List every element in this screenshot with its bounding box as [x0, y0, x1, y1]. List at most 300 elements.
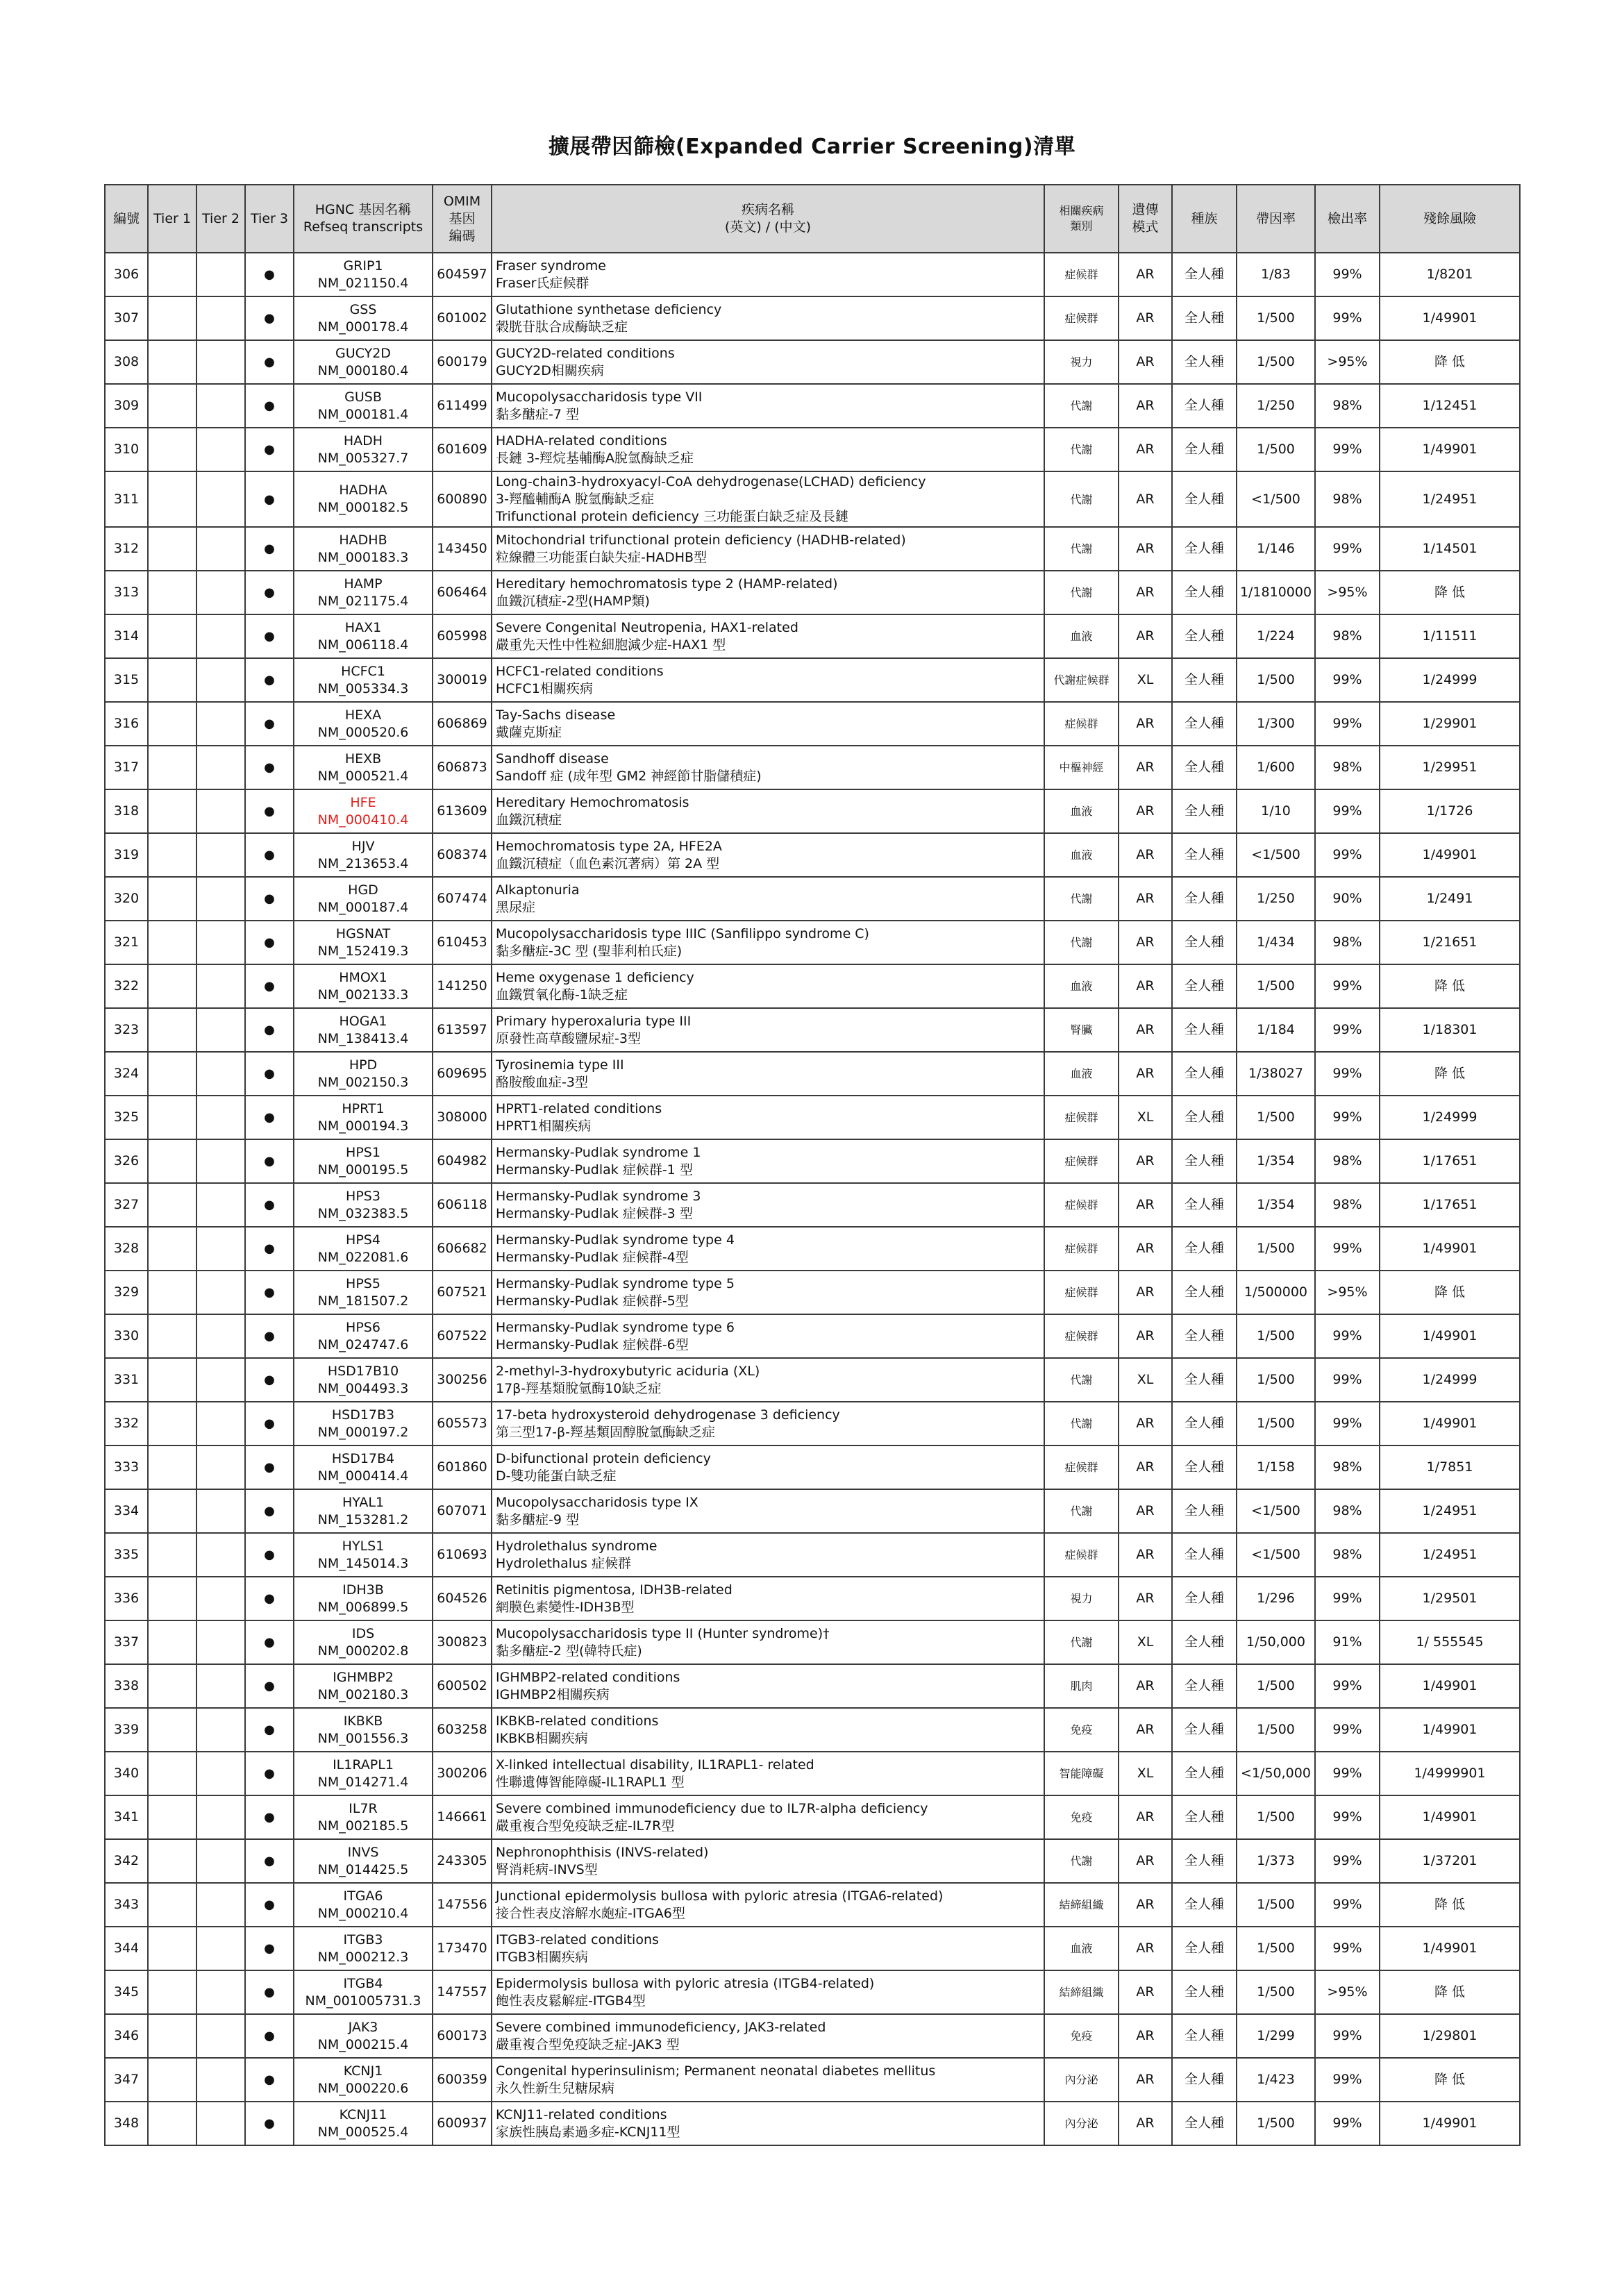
- cell-detection-rate: 98%: [1315, 1183, 1380, 1227]
- table-row: [105, 527, 1520, 571]
- table-row: [105, 1358, 1520, 1402]
- cell-no: 320: [105, 877, 148, 921]
- cell-inheritance: AR: [1119, 877, 1172, 921]
- table-row: [105, 1446, 1520, 1489]
- gene-symbol: HSD17B3: [331, 1407, 395, 1423]
- cell-gene: [294, 789, 433, 833]
- gene-symbol: IKBKB: [343, 1713, 383, 1729]
- cell-no: 336: [105, 1577, 148, 1620]
- cell-disease: [492, 1708, 1044, 1752]
- disease-name-line: IGHMBP2-related conditions: [496, 1669, 680, 1685]
- table-row: [105, 1533, 1520, 1577]
- cell-detection-rate: 99%: [1315, 527, 1380, 571]
- disease-name-line: Hemochromatosis type 2A, HFE2A: [496, 838, 722, 854]
- cell-gene: [294, 1620, 433, 1664]
- table-row: [105, 658, 1520, 702]
- transcript-id: NM_000178.4: [317, 319, 409, 335]
- cell-omim: 147556: [433, 1883, 492, 1927]
- cell-disease: [492, 877, 1044, 921]
- cell-category: 症候群: [1044, 1227, 1119, 1271]
- cell-tier1: [148, 2102, 196, 2145]
- cell-ethnicity: 全人種: [1172, 1577, 1237, 1620]
- cell-detection-rate: 98%: [1315, 1533, 1380, 1577]
- cell-detection-rate: 99%: [1315, 1227, 1380, 1271]
- cell-tier1: [148, 702, 196, 746]
- table-row: [105, 253, 1520, 296]
- disease-name-line: Mucopolysaccharidosis type VII: [496, 389, 703, 405]
- gene-symbol: HEXA: [344, 707, 382, 723]
- cell-residual-risk: 降 低: [1380, 2058, 1520, 2102]
- cell-tier3: ●: [245, 1008, 294, 1052]
- disease-name-line: 第三型17-β-羥基類固醇脫氫酶缺乏症: [496, 1424, 716, 1440]
- table-row: [105, 1402, 1520, 1446]
- cell-disease: [492, 833, 1044, 877]
- cell-disease: [492, 1664, 1044, 1708]
- disease-name-line: Trifunctional protein deficiency 三功能蛋白缺乏症及長鏈: [496, 508, 848, 524]
- cell-tier1: [148, 1402, 196, 1446]
- gene-symbol: HFE: [350, 794, 376, 810]
- cell-disease: [492, 384, 1044, 428]
- cell-omim: 605998: [433, 614, 492, 658]
- disease-name-line: 接合性表皮溶解水皰症-ITGA6型: [496, 1905, 685, 1921]
- disease-name-line: HPRT1-related conditions: [496, 1100, 662, 1116]
- cell-tier2: [196, 296, 245, 340]
- cell-tier1: [148, 1052, 196, 1096]
- cell-no: 325: [105, 1096, 148, 1139]
- cell-disease: [492, 296, 1044, 340]
- cell-tier1: [148, 1139, 196, 1183]
- disease-name-line: 酪胺酸血症-3型: [496, 1074, 588, 1090]
- cell-inheritance: XL: [1119, 1096, 1172, 1139]
- cell-category: 血液: [1044, 833, 1119, 877]
- cell-tier3: ●: [245, 1446, 294, 1489]
- cell-gene: [294, 571, 433, 614]
- cell-disease: [492, 428, 1044, 471]
- transcript-id: NM_000202.8: [317, 1643, 409, 1659]
- gene-symbol: IGHMBP2: [333, 1669, 394, 1685]
- cell-carrier-rate: 1/500: [1237, 1402, 1315, 1446]
- cell-carrier-rate: 1/1810000: [1237, 571, 1315, 614]
- cell-tier1: [148, 833, 196, 877]
- transcript-id: NM_000210.4: [317, 1905, 409, 1921]
- transcript-id: NM_000183.3: [317, 549, 409, 565]
- transcript-id: NM_002150.3: [317, 1074, 409, 1090]
- disease-name-line: GUCY2D相關疾病: [496, 362, 604, 378]
- cell-carrier-rate: 1/250: [1237, 877, 1315, 921]
- cell-tier3: ●: [245, 1839, 294, 1883]
- disease-name-line: Mucopolysaccharidosis type IIIC (Sanfilippo syndrome C): [496, 925, 869, 941]
- disease-name-line: Hydrolethalus 症候群: [496, 1555, 631, 1571]
- cell-tier1: [148, 1489, 196, 1533]
- cell-disease: [492, 614, 1044, 658]
- cell-no: 332: [105, 1402, 148, 1446]
- disease-name-line: Retinitis pigmentosa, IDH3B-related: [496, 1582, 733, 1598]
- col-header-category: 相關疾病 類別: [1044, 185, 1119, 253]
- cell-tier2: [196, 1620, 245, 1664]
- table-row: [105, 384, 1520, 428]
- cell-disease: [492, 1752, 1044, 1795]
- cell-detection-rate: 99%: [1315, 1752, 1380, 1795]
- cell-disease: [492, 1577, 1044, 1620]
- cell-no: 324: [105, 1052, 148, 1096]
- cell-gene: [294, 340, 433, 384]
- cell-inheritance: AR: [1119, 296, 1172, 340]
- cell-inheritance: AR: [1119, 789, 1172, 833]
- cell-tier3: ●: [245, 1883, 294, 1927]
- table-header-row: [105, 185, 1520, 253]
- disease-name-line: Hydrolethalus syndrome: [496, 1538, 658, 1554]
- cell-inheritance: AR: [1119, 1489, 1172, 1533]
- cell-gene: [294, 527, 433, 571]
- cell-ethnicity: 全人種: [1172, 1927, 1237, 1970]
- disease-name-line: 17β-羥基類脫氫酶10缺乏症: [496, 1380, 662, 1396]
- cell-tier1: [148, 1096, 196, 1139]
- disease-name-line: Severe combined immunodeficiency due to IL7R-alpha deficiency: [496, 1800, 928, 1816]
- transcript-id: NM_002180.3: [317, 1686, 409, 1702]
- cell-inheritance: AR: [1119, 384, 1172, 428]
- cell-carrier-rate: 1/500: [1237, 658, 1315, 702]
- cell-category: 血液: [1044, 1927, 1119, 1970]
- cell-residual-risk: 1/11511: [1380, 614, 1520, 658]
- cell-tier3: ●: [245, 2102, 294, 2145]
- gene-symbol: ITGA6: [343, 1888, 383, 1904]
- gene-symbol: HYLS1: [342, 1538, 385, 1554]
- cell-gene: [294, 1096, 433, 1139]
- cell-tier3: ●: [245, 702, 294, 746]
- table-row: [105, 1839, 1520, 1883]
- cell-detection-rate: 99%: [1315, 964, 1380, 1008]
- cell-carrier-rate: 1/500: [1237, 1358, 1315, 1402]
- cell-disease: [492, 702, 1044, 746]
- disease-name-line: IKBKB相關疾病: [496, 1730, 588, 1746]
- cell-inheritance: AR: [1119, 428, 1172, 471]
- table-row: [105, 1620, 1520, 1664]
- disease-name-line: Junctional epidermolysis bullosa with pyloric atresia (ITGA6-related): [496, 1888, 944, 1904]
- cell-detection-rate: 99%: [1315, 253, 1380, 296]
- cell-no: 312: [105, 527, 148, 571]
- cell-residual-risk: 降 低: [1380, 340, 1520, 384]
- gene-symbol: JAK3: [348, 2019, 378, 2035]
- disease-name-line: 永久性新生兒糖尿病: [496, 2080, 615, 2096]
- cell-carrier-rate: 1/296: [1237, 1577, 1315, 1620]
- cell-carrier-rate: 1/50,000: [1237, 1620, 1315, 1664]
- cell-inheritance: AR: [1119, 2102, 1172, 2145]
- cell-category: 代謝: [1044, 1402, 1119, 1446]
- col-header-carrier-rate: 帶因率: [1237, 185, 1315, 253]
- disease-name-line: 血鐵沉積症（血色素沉著病）第 2A 型: [496, 855, 720, 871]
- cell-residual-risk: 1/24999: [1380, 1096, 1520, 1139]
- cell-detection-rate: 99%: [1315, 1096, 1380, 1139]
- cell-detection-rate: 99%: [1315, 2014, 1380, 2058]
- table-row: [105, 340, 1520, 384]
- cell-tier2: [196, 1358, 245, 1402]
- cell-inheritance: AR: [1119, 1708, 1172, 1752]
- cell-detection-rate: 90%: [1315, 877, 1380, 921]
- cell-tier3: ●: [245, 1402, 294, 1446]
- cell-tier1: [148, 921, 196, 964]
- cell-omim: 601860: [433, 1446, 492, 1489]
- cell-residual-risk: 1/49901: [1380, 1795, 1520, 1839]
- cell-tier3: ●: [245, 1927, 294, 1970]
- table-row: [105, 702, 1520, 746]
- disease-name-line: Hermansky-Pudlak 症候群-4型: [496, 1249, 689, 1265]
- disease-name-line: Hermansky-Pudlak syndrome type 6: [496, 1319, 735, 1335]
- cell-tier1: [148, 2014, 196, 2058]
- table-row: [105, 789, 1520, 833]
- gene-symbol: HGSNAT: [335, 925, 391, 941]
- cell-residual-risk: 1/24999: [1380, 1358, 1520, 1402]
- cell-no: 326: [105, 1139, 148, 1183]
- gene-symbol: HMOX1: [339, 969, 387, 985]
- cell-inheritance: AR: [1119, 1227, 1172, 1271]
- transcript-id: NM_213653.4: [317, 855, 409, 871]
- cell-inheritance: AR: [1119, 1052, 1172, 1096]
- transcript-id: NM_000197.2: [317, 1424, 409, 1440]
- cell-omim: 610693: [433, 1533, 492, 1577]
- cell-no: 328: [105, 1227, 148, 1271]
- cell-category: 血液: [1044, 614, 1119, 658]
- table-row: [105, 471, 1520, 527]
- gene-symbol: IL7R: [349, 1800, 378, 1816]
- cell-carrier-rate: 1/500: [1237, 2102, 1315, 2145]
- cell-no: 330: [105, 1314, 148, 1358]
- cell-inheritance: AR: [1119, 1577, 1172, 1620]
- cell-tier2: [196, 2014, 245, 2058]
- disease-name-line: Severe Congenital Neutropenia, HAX1-related: [496, 619, 798, 635]
- cell-tier2: [196, 428, 245, 471]
- cell-gene: [294, 833, 433, 877]
- cell-tier2: [196, 1839, 245, 1883]
- disease-name-line: Alkaptonuria: [496, 882, 580, 898]
- cell-ethnicity: 全人種: [1172, 384, 1237, 428]
- cell-inheritance: AR: [1119, 340, 1172, 384]
- cell-detection-rate: 98%: [1315, 1489, 1380, 1533]
- cell-inheritance: AR: [1119, 921, 1172, 964]
- cell-omim: 308000: [433, 1096, 492, 1139]
- cell-tier2: [196, 1752, 245, 1795]
- cell-tier1: [148, 1795, 196, 1839]
- cell-residual-risk: 1/49901: [1380, 2102, 1520, 2145]
- cell-category: 智能障礙: [1044, 1752, 1119, 1795]
- cell-disease: [492, 658, 1044, 702]
- cell-omim: 607474: [433, 877, 492, 921]
- transcript-id: NM_021175.4: [317, 593, 409, 609]
- cell-disease: [492, 1139, 1044, 1183]
- cell-inheritance: AR: [1119, 1008, 1172, 1052]
- cell-tier1: [148, 1883, 196, 1927]
- cell-tier1: [148, 877, 196, 921]
- transcript-id: NM_002133.3: [317, 987, 409, 1003]
- cell-residual-risk: 1/7851: [1380, 1446, 1520, 1489]
- cell-category: 免疫: [1044, 1708, 1119, 1752]
- transcript-id: NM_021150.4: [317, 275, 409, 291]
- table-row: [105, 746, 1520, 789]
- cell-omim: 603258: [433, 1708, 492, 1752]
- cell-tier3: ●: [245, 1096, 294, 1139]
- table-row: [105, 1883, 1520, 1927]
- cell-tier3: ●: [245, 1708, 294, 1752]
- cell-tier1: [148, 746, 196, 789]
- cell-category: 症候群: [1044, 1314, 1119, 1358]
- cell-ethnicity: 全人種: [1172, 1227, 1237, 1271]
- cell-category: 視力: [1044, 340, 1119, 384]
- cell-inheritance: AR: [1119, 1139, 1172, 1183]
- cell-no: 348: [105, 2102, 148, 2145]
- transcript-id: NM_005334.3: [317, 680, 409, 696]
- col-header-tier2: Tier 2: [196, 185, 245, 253]
- cell-residual-risk: 1/21651: [1380, 921, 1520, 964]
- cell-tier2: [196, 877, 245, 921]
- cell-detection-rate: 99%: [1315, 1577, 1380, 1620]
- gene-symbol: GUCY2D: [335, 345, 391, 361]
- gene-symbol: HSD17B10: [327, 1363, 399, 1379]
- cell-residual-risk: 1/18301: [1380, 1008, 1520, 1052]
- transcript-id: NM_000521.4: [317, 768, 409, 784]
- cell-tier3: ●: [245, 1795, 294, 1839]
- cell-residual-risk: 1/12451: [1380, 384, 1520, 428]
- cell-disease: [492, 1271, 1044, 1314]
- cell-no: 306: [105, 253, 148, 296]
- cell-detection-rate: >95%: [1315, 1271, 1380, 1314]
- cell-no: 308: [105, 340, 148, 384]
- cell-category: 症候群: [1044, 702, 1119, 746]
- cell-category: 代謝: [1044, 428, 1119, 471]
- cell-carrier-rate: 1/500: [1237, 1227, 1315, 1271]
- cell-inheritance: AR: [1119, 1664, 1172, 1708]
- disease-name-line: 網膜色素變性-IDH3B型: [496, 1599, 635, 1615]
- cell-inheritance: AR: [1119, 833, 1172, 877]
- cell-disease: [492, 1402, 1044, 1446]
- gene-symbol: HGD: [348, 882, 378, 898]
- cell-tier3: ●: [245, 527, 294, 571]
- gene-symbol: HCFC1: [341, 663, 385, 679]
- cell-tier2: [196, 2058, 245, 2102]
- cell-disease: [492, 1183, 1044, 1227]
- cell-no: 342: [105, 1839, 148, 1883]
- disease-name-line: 黏多醣症-9 型: [496, 1511, 579, 1527]
- cell-residual-risk: 1/17651: [1380, 1139, 1520, 1183]
- cell-category: 症候群: [1044, 253, 1119, 296]
- cell-tier3: ●: [245, 614, 294, 658]
- cell-gene: [294, 2102, 433, 2145]
- cell-tier2: [196, 1664, 245, 1708]
- cell-detection-rate: 99%: [1315, 1664, 1380, 1708]
- cell-residual-risk: 1/49901: [1380, 1927, 1520, 1970]
- cell-gene: [294, 428, 433, 471]
- table-row: [105, 1664, 1520, 1708]
- disease-name-line: Hermansky-Pudlak syndrome type 4: [496, 1232, 735, 1248]
- col-header-ethnicity: 種族: [1172, 185, 1237, 253]
- cell-tier2: [196, 702, 245, 746]
- cell-category: 結締組織: [1044, 1970, 1119, 2014]
- cell-gene: [294, 702, 433, 746]
- cell-tier3: ●: [245, 384, 294, 428]
- cell-omim: 601609: [433, 428, 492, 471]
- cell-no: 333: [105, 1446, 148, 1489]
- cell-omim: 600173: [433, 2014, 492, 2058]
- transcript-id: NM_000520.6: [317, 724, 409, 740]
- cell-tier2: [196, 1795, 245, 1839]
- cell-detection-rate: 98%: [1315, 746, 1380, 789]
- cell-ethnicity: 全人種: [1172, 1839, 1237, 1883]
- cell-residual-risk: 1/49901: [1380, 428, 1520, 471]
- col-header-omim: OMIM 基因 編碼: [433, 185, 492, 253]
- cell-detection-rate: 98%: [1315, 921, 1380, 964]
- cell-ethnicity: 全人種: [1172, 1795, 1237, 1839]
- cell-category: 內分泌: [1044, 2102, 1119, 2145]
- gene-symbol: IDH3B: [342, 1582, 384, 1598]
- cell-inheritance: AR: [1119, 1839, 1172, 1883]
- cell-carrier-rate: 1/500: [1237, 1927, 1315, 1970]
- cell-omim: 600937: [433, 2102, 492, 2145]
- cell-residual-risk: 1/8201: [1380, 253, 1520, 296]
- transcript-id: NM_014425.5: [317, 1861, 409, 1877]
- disease-name-line: D-bifunctional protein deficiency: [496, 1450, 711, 1466]
- disease-name-line: KCNJ11-related conditions: [496, 2106, 667, 2122]
- cell-tier3: ●: [245, 1970, 294, 2014]
- disease-name-line: 長鏈 3-羥烷基輔酶A脫氫酶缺乏症: [496, 450, 694, 466]
- cell-ethnicity: 全人種: [1172, 1883, 1237, 1927]
- cell-residual-risk: 1/49901: [1380, 1314, 1520, 1358]
- cell-ethnicity: 全人種: [1172, 877, 1237, 921]
- cell-omim: 146661: [433, 1795, 492, 1839]
- gene-symbol: ITGB4: [343, 1975, 383, 1991]
- cell-category: 代謝: [1044, 1839, 1119, 1883]
- cell-carrier-rate: 1/184: [1237, 1008, 1315, 1052]
- cell-tier2: [196, 1227, 245, 1271]
- cell-disease: [492, 921, 1044, 964]
- cell-omim: 613609: [433, 789, 492, 833]
- col-header-detection-rate: 檢出率: [1315, 185, 1380, 253]
- cell-detection-rate: 99%: [1315, 2058, 1380, 2102]
- disease-name-line: 家族性胰島素過多症-KCNJ11型: [496, 2124, 680, 2140]
- disease-name-line: 嚴重複合型免疫缺乏症-JAK3 型: [496, 2036, 680, 2052]
- cell-tier1: [148, 1620, 196, 1664]
- cell-detection-rate: 98%: [1315, 384, 1380, 428]
- cell-residual-risk: 1/49901: [1380, 1708, 1520, 1752]
- cell-omim: 607522: [433, 1314, 492, 1358]
- table-row: [105, 1096, 1520, 1139]
- cell-tier2: [196, 1489, 245, 1533]
- cell-category: 視力: [1044, 1577, 1119, 1620]
- cell-no: 321: [105, 921, 148, 964]
- cell-disease: [492, 1446, 1044, 1489]
- table-row: [105, 2058, 1520, 2102]
- cell-tier3: ●: [245, 1752, 294, 1795]
- cell-no: 309: [105, 384, 148, 428]
- cell-carrier-rate: <1/500: [1237, 1533, 1315, 1577]
- cell-ethnicity: 全人種: [1172, 527, 1237, 571]
- cell-residual-risk: 1/ 555545: [1380, 1620, 1520, 1664]
- disease-name-line: Severe combined immunodeficiency, JAK3-related: [496, 2019, 826, 2035]
- cell-detection-rate: 98%: [1315, 471, 1380, 527]
- table-row: [105, 2014, 1520, 2058]
- cell-carrier-rate: <1/500: [1237, 1489, 1315, 1533]
- disease-name-line: 17-beta hydroxysteroid dehydrogenase 3 deficiency: [496, 1407, 840, 1423]
- cell-no: 340: [105, 1752, 148, 1795]
- cell-carrier-rate: 1/38027: [1237, 1052, 1315, 1096]
- cell-tier2: [196, 1883, 245, 1927]
- cell-inheritance: XL: [1119, 1358, 1172, 1402]
- cell-disease: [492, 1358, 1044, 1402]
- disease-name-line: Hereditary Hemochromatosis: [496, 794, 689, 810]
- cell-tier3: ●: [245, 921, 294, 964]
- transcript-id: NM_032383.5: [317, 1205, 409, 1221]
- cell-detection-rate: 99%: [1315, 658, 1380, 702]
- cell-gene: [294, 1314, 433, 1358]
- cell-ethnicity: 全人種: [1172, 833, 1237, 877]
- transcript-id: NM_000220.6: [317, 2080, 409, 2096]
